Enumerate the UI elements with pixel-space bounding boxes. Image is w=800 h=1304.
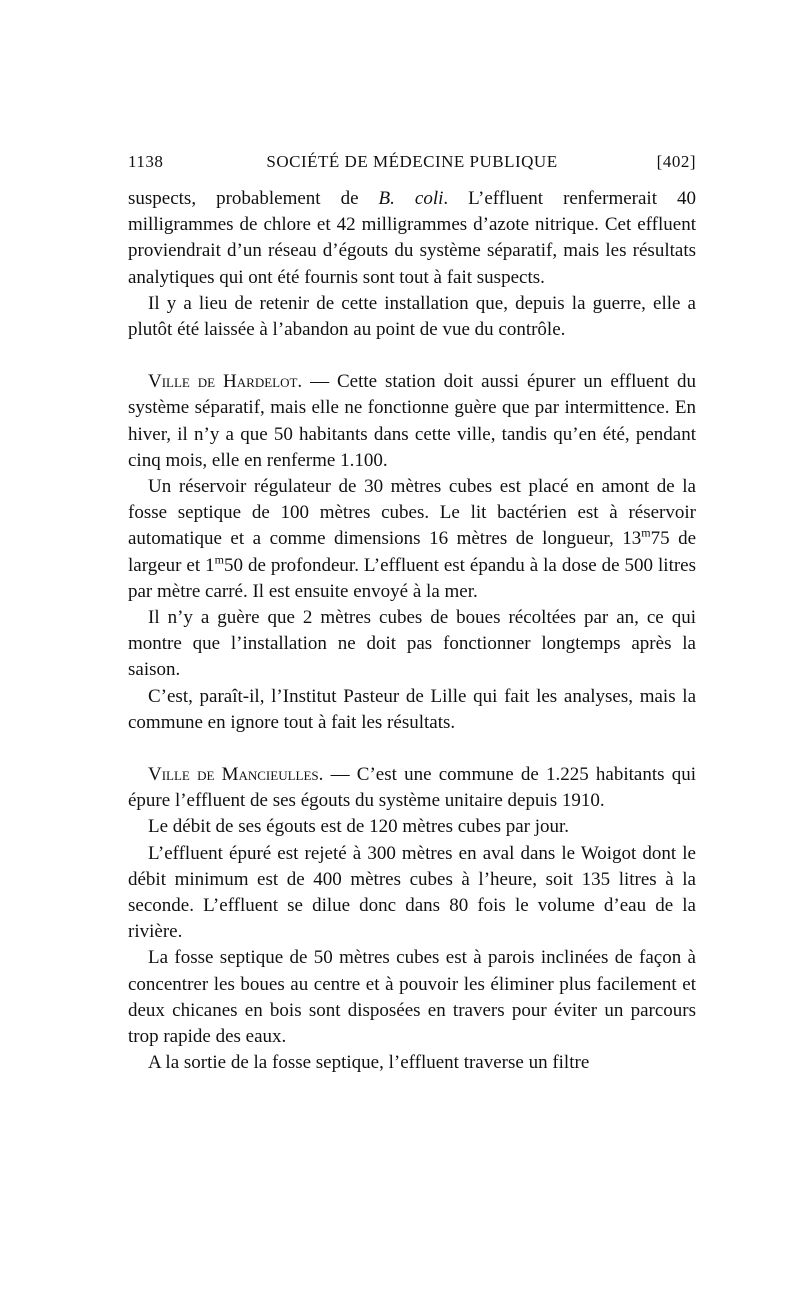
paragraph-intro-2: Il y a lieu de retenir de cette installation que, depuis la guerre, elle a plutôt été laissée à l’abandon au point de vue du contrôle. xyxy=(128,292,696,341)
paragraph-hardelot-1 xyxy=(128,369,696,474)
text: — Cette station doit aussi épurer un effluent du système séparatif, mais elle ne fonctionne guère que par intermittence. En hiver, il n’y a que 50 habitants dans cette ville, tandis qu’en été, pendant cinq mois, elle en renferme 1.100. xyxy=(128,371,696,471)
paragraph-mancieulles-1 xyxy=(128,762,696,814)
paragraph-intro-1 xyxy=(128,186,696,291)
superscript-unit: m xyxy=(641,526,651,541)
section-heading-mancieulles: Ville de Mancieulles. xyxy=(148,764,324,786)
text: Un réservoir régulateur de 30 mètres cubes est placé en amont de la fosse septique de 100 mètres cubes. Le lit bactérien est à réservoir automatique et a comme dimensions 16 mètres de longueur, 13 xyxy=(128,476,696,550)
section-heading-hardelot: Ville de Hardelot. xyxy=(148,371,303,393)
running-title: SOCIÉTÉ DE MÉDECINE PUBLIQUE xyxy=(266,152,558,171)
text: 75 de largeur et 1 xyxy=(128,528,697,576)
section-gap xyxy=(128,736,696,762)
running-header xyxy=(128,152,696,186)
paragraph-mancieulles-4: La fosse septique de 50 mètres cubes est à parois inclinées de façon à concentrer les boues au centre et à pouvoir les éliminer plus facilement et deux chicanes en bois sont disposées en travers pour éviter un parcours trop rapide des eaux. xyxy=(128,947,696,1048)
paragraph-mancieulles-3: L’effluent épuré est rejeté à 300 mètres en aval dans le Woigot dont le débit minimum est de 400 mètres cubes à l’heure, soit 135 litres à la seconde. L’effluent se dilue donc dans 80 fois le volume d’eau de la rivière. xyxy=(128,842,696,943)
species-name: B. coli xyxy=(378,188,444,209)
text: 50 de profondeur. L’effluent est épandu à la dose de 500 litres par mètre carré. Il est ensuite envoyé à la mer. xyxy=(128,554,697,602)
text: suspects, probablement de xyxy=(128,188,379,209)
text: — C’est une commune de 1.225 habitants qui épure l’effluent de ses égouts du système unitaire depuis 1910. xyxy=(128,764,696,812)
paragraph-hardelot-3: Il n’y a guère que 2 mètres cubes de boues récoltées par an, ce qui montre que l’installation ne doit pas fonctionner longtemps après la saison. xyxy=(128,607,696,681)
text: . L’effluent renfermerait 40 milligrammes de chlore et 42 milligrammes d’azote nitrique. Cet effluent proviendrait d’un réseau d’égouts du système séparatif, mais les résultats analytiques qui ont été fournis sont tout à fait suspects. xyxy=(128,188,696,288)
section-gap xyxy=(128,343,696,369)
page-reference: [402] xyxy=(656,152,696,171)
document-page xyxy=(128,152,696,1077)
paragraph-mancieulles-5: A la sortie de la fosse septique, l’effluent traverse un filtre xyxy=(148,1052,590,1074)
superscript-unit: m xyxy=(214,552,224,567)
paragraph-hardelot-2 xyxy=(128,474,696,605)
paragraph-mancieulles-2: Le débit de ses égouts est de 120 mètres cubes par jour. xyxy=(148,816,570,838)
paragraph-hardelot-4: C’est, paraît-il, l’Institut Pasteur de Lille qui fait les analyses, mais la commune en ignore tout à fait les résultats. xyxy=(128,685,696,733)
page-number: 1138 xyxy=(128,152,164,171)
